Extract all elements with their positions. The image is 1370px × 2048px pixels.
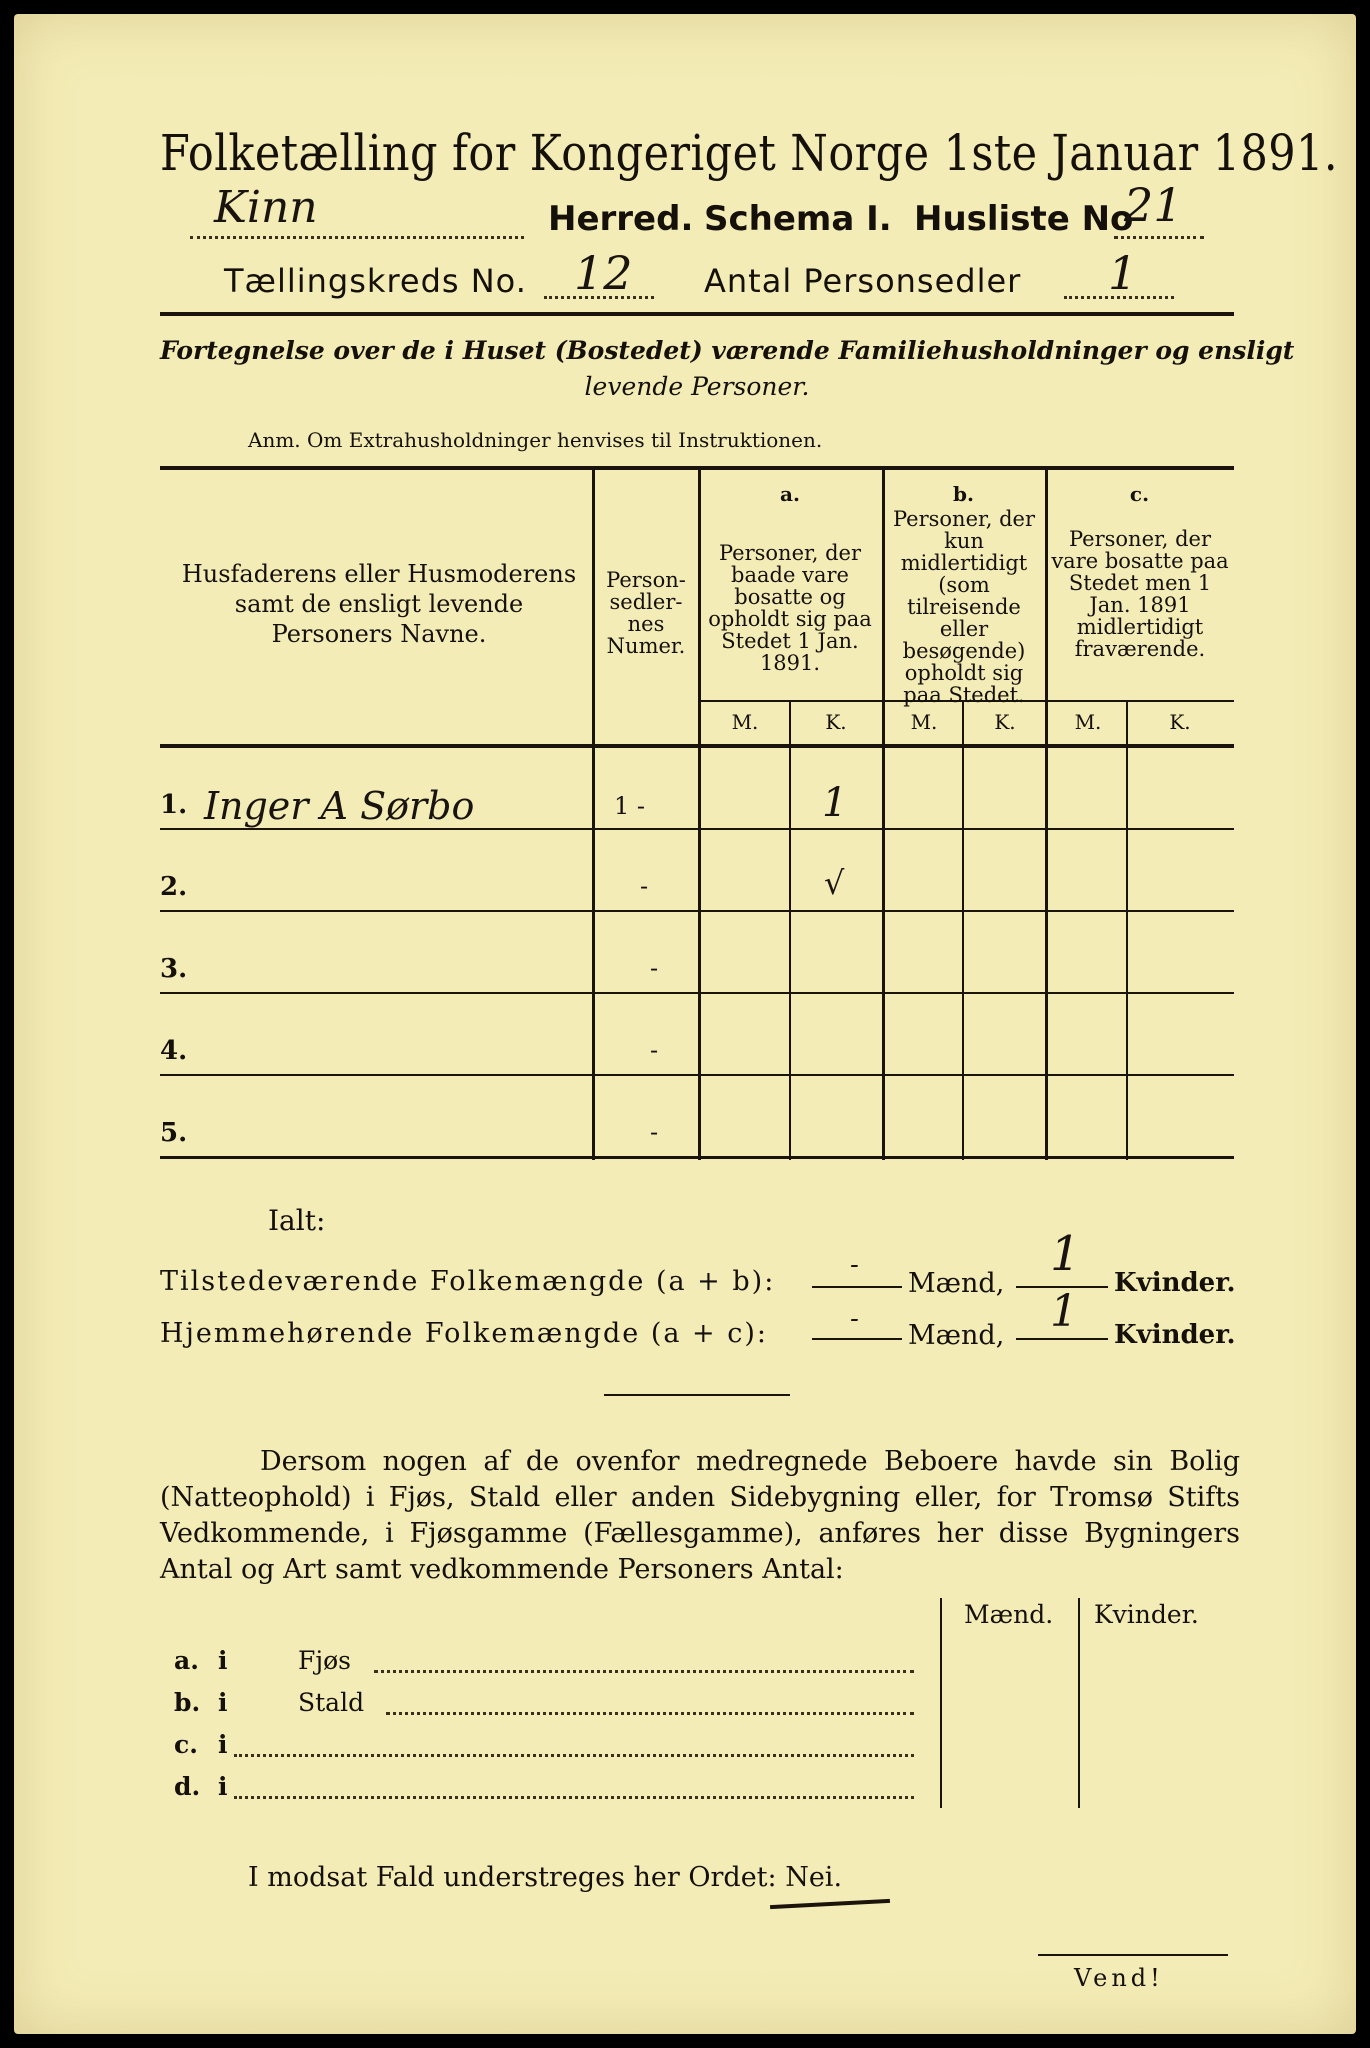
row-number: 5. — [160, 1118, 188, 1148]
building-label: Stald — [298, 1688, 365, 1717]
row-numer: - — [650, 1118, 659, 1146]
building-letter: a. — [174, 1646, 199, 1675]
col-divider — [882, 470, 885, 1160]
buildings-kvinder-header: Kvinder. — [1094, 1600, 1199, 1629]
col-header-c: Personer, der vare bosatte paa Stedet men 1 Jan. 1891 midlertidigt fraværende. — [1051, 527, 1229, 661]
row-rule — [160, 828, 1234, 830]
col-divider — [592, 470, 595, 1160]
modsat-fald-note: I modsat Fald understreges her Ordet: Nei. — [248, 1862, 843, 1893]
col-b-letter: b. — [953, 482, 974, 506]
herred-label: Herred. — [548, 199, 694, 239]
husliste-value: 21 — [1124, 178, 1183, 232]
row-numer: - — [650, 1036, 659, 1064]
tilstede-m-line — [812, 1286, 902, 1288]
row-numer: - — [650, 954, 659, 982]
row-name: Inger A Sørbo — [204, 784, 475, 828]
b-k-label: K. — [994, 710, 1016, 734]
herred-value: Kinn — [214, 182, 318, 233]
row-number: 3. — [160, 954, 188, 984]
col-header-a: Personer, der baade vare bosatte og opholdt sig paa Stedet 1 Jan. 1891. — [708, 541, 872, 675]
form-title: Folketælling for Kongeriget Norge 1ste Januar 1891. — [160, 124, 1338, 182]
row-rule — [160, 1074, 1234, 1076]
hjemme-k-line — [1016, 1338, 1108, 1340]
row-rule — [160, 910, 1234, 912]
row-a-k: 1 — [822, 780, 848, 826]
personsedler-value: 1 — [1108, 246, 1138, 300]
row-numer: 1 - — [614, 792, 646, 820]
col-divider — [962, 702, 964, 1160]
buildings-col-divider — [1078, 1598, 1080, 1808]
personsedler-label: Antal Personsedler — [704, 262, 1022, 300]
a-m-label: M. — [731, 710, 759, 734]
husliste-label: Husliste No — [914, 199, 1134, 239]
census-form-sheet — [14, 14, 1356, 2034]
c-m-label: M. — [1074, 710, 1102, 734]
tilstede-maend: Mænd, — [908, 1268, 1005, 1299]
anm-note: Anm. Om Extrahusholdninger henvises til Instruktionen. — [248, 428, 823, 452]
tilstede-k-value: 1 — [1050, 1226, 1081, 1282]
col-header-names: Husfaderens eller Husmoderens samt de ensligt levende Personers Navne. — [181, 560, 577, 648]
row-number: 1. — [160, 790, 188, 820]
separator-short — [604, 1394, 790, 1396]
col-a-letter: a. — [780, 482, 800, 506]
row-a-k: √ — [824, 864, 845, 902]
row-number: 2. — [160, 872, 188, 902]
tilstede-m-value: - — [850, 1250, 859, 1280]
building-prep: i — [218, 1646, 228, 1675]
b-m-label: M. — [910, 710, 938, 734]
kreds-value: 12 — [574, 246, 633, 300]
building-letter: c. — [174, 1730, 198, 1759]
table-bottom-rule — [160, 1156, 1234, 1159]
ialt-label: Ialt: — [268, 1204, 326, 1237]
building-prep: i — [218, 1730, 228, 1759]
table-top-rule — [160, 466, 1234, 470]
building-label: Fjøs — [298, 1646, 351, 1675]
nei-underline — [770, 1899, 890, 1909]
vend-label: Vend! — [1074, 1964, 1164, 1992]
row-number: 4. — [160, 1036, 188, 1066]
buildings-col-divider — [940, 1598, 942, 1808]
header-rule — [160, 312, 1234, 316]
col-divider — [1126, 702, 1128, 1160]
row-rule — [160, 992, 1234, 994]
building-prep: i — [218, 1772, 228, 1801]
building-dotted-line — [374, 1670, 914, 1673]
intro-line-1: Fortegnelse over de i Huset (Bostedet) værende Familiehusholdninger og ensligt — [160, 336, 1295, 365]
hjemme-k-value: 1 — [1050, 1286, 1078, 1337]
col-divider — [789, 702, 791, 1160]
building-dotted-line — [234, 1754, 914, 1757]
building-letter: b. — [174, 1688, 201, 1717]
a-k-label: K. — [825, 710, 847, 734]
hjemme-kvinder: Kvinder. — [1114, 1320, 1236, 1350]
kreds-label: Tællingskreds No. — [224, 262, 527, 300]
c-k-label: K. — [1169, 710, 1191, 734]
hjemme-maend: Mænd, — [908, 1320, 1005, 1351]
table-header-bottom-rule — [160, 744, 1234, 748]
tilstede-kvinder: Kvinder. — [1114, 1268, 1236, 1298]
herred-dotted-line — [190, 236, 524, 239]
building-dotted-line — [234, 1796, 914, 1799]
buildings-maend-header: Mænd. — [964, 1600, 1054, 1629]
intro-line-2: levende Personer. — [584, 372, 810, 401]
row-numer: - — [640, 872, 649, 900]
hjemme-m-line — [812, 1338, 902, 1340]
sidebygning-paragraph: Dersom nogen af de ovenfor medregnede Beboere havde sin Bolig (Natteophold) i Fjøs, Stald eller anden Sidebygning eller, for Tromsø Stifts Vedkommende, i Fjøsgamme (Fællesgamme), anføres her disse Bygningers Antal og Art samt vedkommende Personers Antal: — [160, 1446, 1240, 1585]
tilstede-label: Tilstedeværende Folkemængde (a + b): — [160, 1266, 776, 1297]
building-dotted-line — [386, 1712, 914, 1715]
col-header-b: Personer, der kun midlertidigt (som tilreisende eller besøgende) opholdt sig paa Stedet. — [892, 507, 1036, 707]
vend-rule — [1038, 1954, 1228, 1956]
building-prep: i — [218, 1688, 228, 1717]
col-divider — [698, 470, 701, 1160]
building-letter: d. — [174, 1772, 201, 1801]
col-header-numer: Person-sedler-nes Numer. — [606, 568, 686, 658]
hjemme-label: Hjemmehørende Folkemængde (a + c): — [160, 1318, 768, 1349]
col-divider — [1045, 470, 1048, 1160]
col-c-letter: c. — [1129, 482, 1150, 506]
hjemme-m-value: - — [850, 1304, 859, 1334]
husliste-dotted-line — [1114, 236, 1204, 239]
schema-label: Schema I. — [704, 199, 892, 239]
